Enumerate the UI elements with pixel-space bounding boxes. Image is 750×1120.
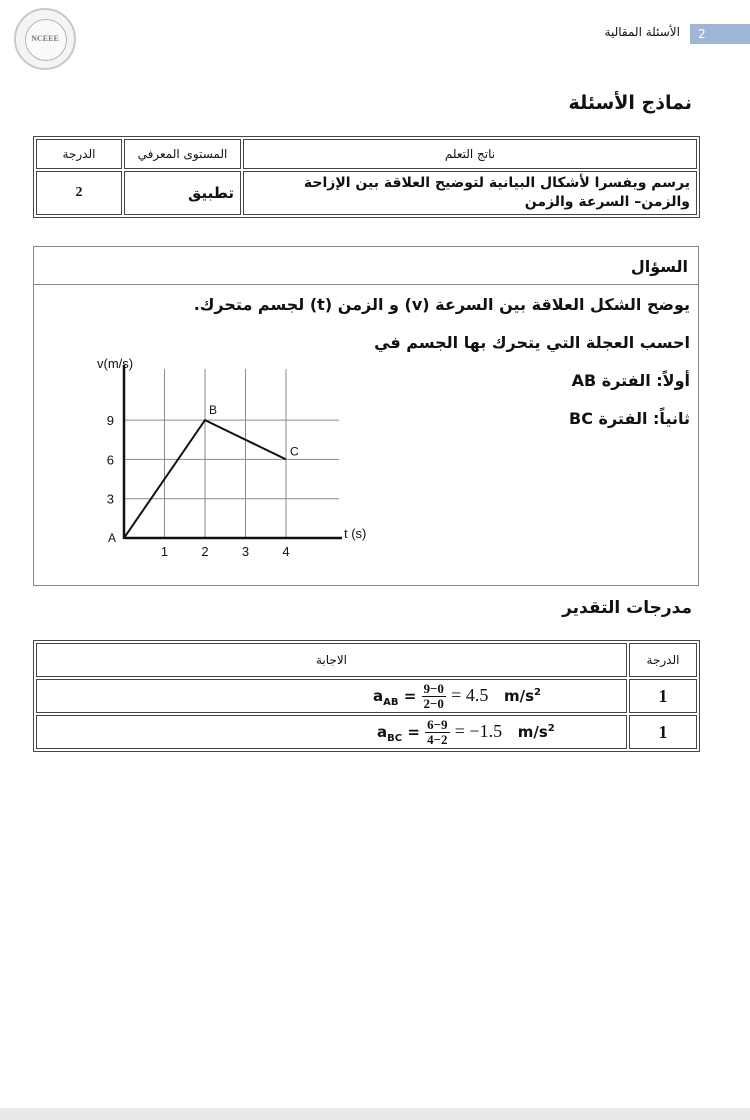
point-label-b: B (209, 403, 218, 418)
col-grade-header: الدرجة (629, 643, 697, 677)
equation-unit: m/s (504, 686, 535, 705)
bottom-scroll-bar (0, 1108, 750, 1120)
fraction-numerator: 6−9 (427, 716, 448, 732)
y-tick-label: 6 (106, 452, 114, 468)
cognitive-level: تطبيق (124, 171, 241, 215)
x-tick-label: 2 (201, 544, 209, 557)
y-axis-label: v(m/s) (97, 356, 134, 371)
rubric-title: مدرجات التقدير (562, 598, 692, 618)
outcome-table-row (36, 171, 697, 215)
section-title: الأسئلة المقالية (604, 25, 680, 39)
answer-grade: 1 (629, 715, 697, 749)
question-box (33, 246, 699, 586)
x-tick-label: 3 (241, 544, 250, 557)
equation-unit: m/s (517, 722, 548, 741)
col-grade-header: الدرجة (36, 139, 122, 169)
chart-point-labels (108, 403, 299, 545)
y-tick-label: 9 (106, 413, 114, 429)
answer-table (33, 640, 700, 752)
fraction-denominator: 2−0 (423, 695, 444, 711)
outcome-table-header (36, 139, 697, 169)
learning-outcome: يرسم ويفسرا لأشكال البيانية لتوضيح العلاقة بين الإزاحة والزمن– السرعة والزمن (243, 171, 697, 215)
equation-subscript: BC (387, 732, 403, 744)
question-header (34, 247, 698, 285)
outcome-table (33, 136, 700, 218)
velocity-time-chart (89, 342, 419, 557)
col-level-header: المستوى المعرفي (124, 139, 241, 169)
question-label: السؤال (630, 257, 688, 276)
answer-row (36, 715, 697, 749)
x-tick-label: 4 (282, 544, 290, 557)
unit-exponent: 2 (534, 686, 542, 698)
answer-equation-bc: $a_{BC}$ = $\frac{6-9}{4-2}$ = −1.5 $m/s^2$ (36, 715, 627, 749)
fraction-numerator: 9−0 (423, 680, 444, 696)
outcome-grade: 2 (36, 171, 122, 215)
equation-variable: a (373, 686, 384, 705)
answer-table-header (36, 643, 697, 677)
col-outcome-header: ناتج التعلم (243, 139, 697, 169)
answer-grade: 1 (629, 679, 697, 713)
institution-logo (14, 8, 76, 70)
chart-ticks (107, 413, 290, 557)
question-line-4: ثانياً: الفترة BC (569, 409, 690, 428)
equation-result: = −1.5 (454, 720, 503, 741)
equation-subscript: AB (383, 696, 399, 708)
question-line-2: احسب العجلة التي يتحرك بها الجسم في (374, 333, 690, 352)
equation-result: = 4.5 (451, 684, 489, 705)
point-label-c: C (290, 444, 299, 459)
unit-exponent: 2 (547, 722, 555, 734)
page-number: 2 (690, 24, 750, 44)
chart-axes (124, 365, 342, 539)
models-title: نماذج الأسئلة (568, 92, 692, 114)
fraction (425, 718, 449, 747)
fraction (422, 682, 446, 711)
logo-text: NCEEE (31, 34, 59, 43)
answer-row (36, 679, 697, 713)
x-tick-label: 1 (160, 544, 169, 557)
x-axis-label: t (s) (344, 526, 367, 541)
col-answer-header: الاجابة (36, 643, 627, 677)
y-tick-label: 3 (106, 491, 114, 507)
question-line-1: يوضح الشكل العلاقة بين السرعة (v) و الزمن (t) لجسم متحرك. (193, 295, 690, 314)
equation-variable: a (377, 722, 388, 741)
question-line-3: أولاً: الفترة AB (571, 371, 690, 390)
fraction-denominator: 4−2 (427, 731, 448, 747)
point-label-a: A (108, 531, 117, 545)
chart-grid (124, 369, 339, 538)
answer-equation-ab: $a_{AB}$ = $\frac{9-0}{2-0}$ = 4.5 $m/s^2$ (36, 679, 627, 713)
